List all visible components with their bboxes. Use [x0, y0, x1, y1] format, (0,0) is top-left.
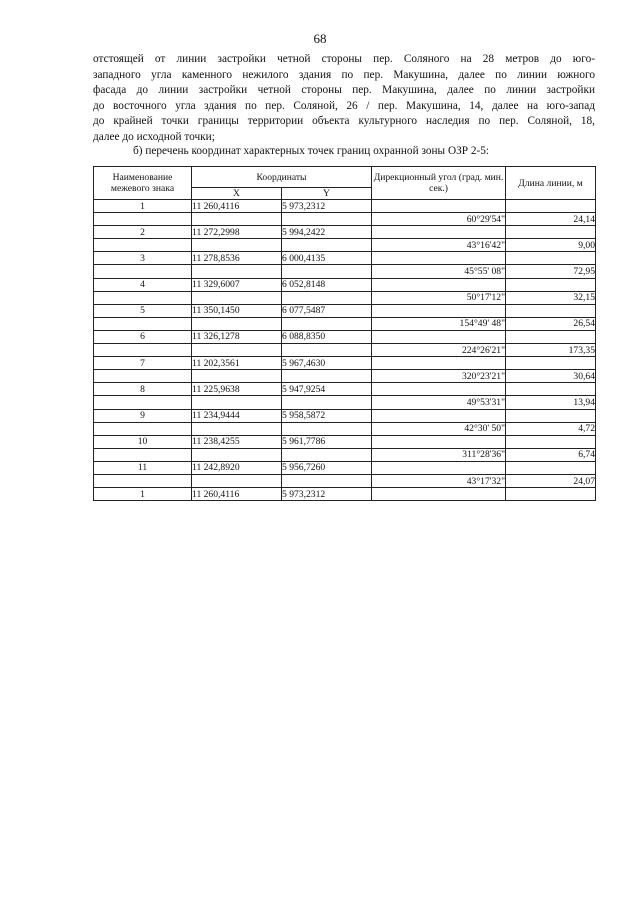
- point-y: 5 973,2312: [282, 488, 372, 501]
- segment-row: [94, 370, 596, 383]
- segment-angle: 50°17'12": [372, 291, 506, 304]
- empty-cell: [192, 422, 282, 435]
- empty-cell: [94, 239, 192, 252]
- point-y: 5 947,9254: [282, 383, 372, 396]
- empty-cell: [192, 317, 282, 330]
- empty-cell: [372, 226, 506, 239]
- point-x: 11 260,4116: [192, 200, 282, 213]
- segment-angle: 43°17'32": [372, 474, 506, 487]
- empty-cell: [192, 213, 282, 226]
- empty-cell: [282, 317, 372, 330]
- empty-cell: [506, 435, 596, 448]
- point-name: 4: [94, 278, 192, 291]
- empty-cell: [94, 265, 192, 278]
- empty-cell: [282, 370, 372, 383]
- segment-row: [94, 422, 596, 435]
- empty-cell: [372, 488, 506, 501]
- segment-length: 173,35: [506, 344, 596, 357]
- point-x: 11 225,9638: [192, 383, 282, 396]
- point-row: [94, 252, 596, 265]
- segment-length: 6,74: [506, 448, 596, 461]
- segment-angle: 154°49' 48": [372, 317, 506, 330]
- point-x: 11 242,8920: [192, 461, 282, 474]
- empty-cell: [192, 265, 282, 278]
- segment-length: 9,00: [506, 239, 596, 252]
- paragraph-line: до крайней точки границы территории объекта культурного наследия по пер. Соляной, 18,: [93, 115, 595, 128]
- header-y: Y: [282, 188, 372, 200]
- empty-cell: [506, 304, 596, 317]
- point-name: 3: [94, 252, 192, 265]
- point-y: 5 973,2312: [282, 200, 372, 213]
- empty-cell: [94, 370, 192, 383]
- empty-cell: [282, 344, 372, 357]
- segment-angle: 311°28'36": [372, 448, 506, 461]
- empty-cell: [94, 344, 192, 357]
- point-name: 1: [94, 200, 192, 213]
- empty-cell: [192, 291, 282, 304]
- page-number: 68: [313, 31, 327, 46]
- point-y: 6 077,5487: [282, 304, 372, 317]
- empty-cell: [282, 474, 372, 487]
- segment-row: [94, 474, 596, 487]
- paragraph-line: фасада до линии застройки четной стороны пер. Макушина, далее по линии застройки: [93, 84, 595, 97]
- point-x: 11 260,4116: [192, 488, 282, 501]
- empty-cell: [506, 330, 596, 343]
- paragraph-line: западного угла каменного нежилого здания по пер. Макушина, далее по линии южного: [93, 68, 595, 81]
- point-x: 11 272,2998: [192, 226, 282, 239]
- empty-cell: [282, 265, 372, 278]
- point-x: 11 238,4255: [192, 435, 282, 448]
- point-y: 5 967,4630: [282, 357, 372, 370]
- point-y: 5 961,7786: [282, 435, 372, 448]
- empty-cell: [506, 278, 596, 291]
- segment-angle: 320°23'21": [372, 370, 506, 383]
- point-row: [94, 383, 596, 396]
- segment-row: [94, 317, 596, 330]
- empty-cell: [282, 448, 372, 461]
- empty-cell: [94, 448, 192, 461]
- point-y: 5 956,7260: [282, 461, 372, 474]
- table-body: [94, 200, 596, 501]
- point-name: 8: [94, 383, 192, 396]
- empty-cell: [192, 448, 282, 461]
- segment-row: [94, 239, 596, 252]
- segment-angle: 49°53'31": [372, 396, 506, 409]
- point-row: [94, 461, 596, 474]
- header-boundary-mark: Наименование межевого знака: [94, 167, 192, 200]
- point-row: [94, 226, 596, 239]
- empty-cell: [506, 357, 596, 370]
- empty-cell: [506, 383, 596, 396]
- point-name: 9: [94, 409, 192, 422]
- empty-cell: [506, 226, 596, 239]
- header-direction-angle: Дирекционный угол (град. мин. сек.): [372, 167, 506, 200]
- empty-cell: [372, 304, 506, 317]
- empty-cell: [94, 291, 192, 304]
- empty-cell: [506, 200, 596, 213]
- empty-cell: [192, 239, 282, 252]
- point-row: [94, 435, 596, 448]
- empty-cell: [94, 396, 192, 409]
- empty-cell: [192, 474, 282, 487]
- segment-angle: 43°16'42": [372, 239, 506, 252]
- segment-angle: 60°29'54": [372, 213, 506, 226]
- point-y: 5 994,2422: [282, 226, 372, 239]
- point-x: 11 326,1278: [192, 330, 282, 343]
- point-row: [94, 200, 596, 213]
- segment-angle: 45°55' 08": [372, 265, 506, 278]
- empty-cell: [372, 278, 506, 291]
- point-x: 11 234,9444: [192, 409, 282, 422]
- empty-cell: [372, 383, 506, 396]
- point-y: 6 000,4135: [282, 252, 372, 265]
- empty-cell: [94, 317, 192, 330]
- empty-cell: [506, 461, 596, 474]
- segment-length: 13,94: [506, 396, 596, 409]
- empty-cell: [506, 488, 596, 501]
- point-name: 11: [94, 461, 192, 474]
- empty-cell: [372, 330, 506, 343]
- segment-length: 4,72: [506, 422, 596, 435]
- point-row: [94, 330, 596, 343]
- point-row: [94, 357, 596, 370]
- empty-cell: [192, 370, 282, 383]
- segment-row: [94, 265, 596, 278]
- point-row: [94, 488, 596, 501]
- point-x: 11 278,8536: [192, 252, 282, 265]
- segment-length: 24,07: [506, 474, 596, 487]
- segment-row: [94, 448, 596, 461]
- point-name: 10: [94, 435, 192, 448]
- segment-length: 30,64: [506, 370, 596, 383]
- point-name: 6: [94, 330, 192, 343]
- empty-cell: [192, 396, 282, 409]
- empty-cell: [372, 357, 506, 370]
- point-x: 11 350,1450: [192, 304, 282, 317]
- point-name: 5: [94, 304, 192, 317]
- empty-cell: [282, 291, 372, 304]
- point-row: [94, 304, 596, 317]
- point-name: 1: [94, 488, 192, 501]
- coordinates-table: [93, 166, 596, 501]
- point-x: 11 329,6007: [192, 278, 282, 291]
- segment-row: [94, 396, 596, 409]
- point-y: 6 088,8350: [282, 330, 372, 343]
- header-coordinates: Координаты: [192, 167, 372, 188]
- header-x: X: [192, 188, 282, 200]
- empty-cell: [282, 239, 372, 252]
- segment-row: [94, 344, 596, 357]
- segment-row: [94, 291, 596, 304]
- point-x: 11 202,3561: [192, 357, 282, 370]
- empty-cell: [372, 200, 506, 213]
- empty-cell: [282, 213, 372, 226]
- empty-cell: [372, 252, 506, 265]
- segment-length: 32,15: [506, 291, 596, 304]
- point-name: 7: [94, 357, 192, 370]
- segment-row: [94, 213, 596, 226]
- header-line-length: Длина линии, м: [506, 167, 596, 200]
- empty-cell: [372, 409, 506, 422]
- empty-cell: [506, 252, 596, 265]
- body-paragraph: [93, 52, 595, 146]
- point-y: 6 052,8148: [282, 278, 372, 291]
- point-row: [94, 409, 596, 422]
- empty-cell: [372, 435, 506, 448]
- segment-length: 24,14: [506, 213, 596, 226]
- paragraph-line: далее до исходной точки;: [93, 130, 215, 143]
- table-caption: б) перечень координат характерных точек границ охранной зоны ОЗР 2-5:: [133, 145, 490, 157]
- point-row: [94, 278, 596, 291]
- segment-length: 26,54: [506, 317, 596, 330]
- point-name: 2: [94, 226, 192, 239]
- paragraph-line: до восточного угла здания по пер. Соляной, 26 / пер. Макушина, 14, далее на юго-запад: [93, 99, 595, 112]
- paragraph-line: отстоящей от линии застройки четной стороны пер. Соляного на 28 метров до юго-: [93, 53, 595, 65]
- empty-cell: [94, 474, 192, 487]
- segment-angle: 224°26'21": [372, 344, 506, 357]
- empty-cell: [372, 461, 506, 474]
- point-y: 5 958,5872: [282, 409, 372, 422]
- empty-cell: [282, 396, 372, 409]
- segment-angle: 42°30' 50": [372, 422, 506, 435]
- empty-cell: [94, 213, 192, 226]
- segment-length: 72,95: [506, 265, 596, 278]
- empty-cell: [192, 344, 282, 357]
- empty-cell: [506, 409, 596, 422]
- empty-cell: [94, 422, 192, 435]
- empty-cell: [282, 422, 372, 435]
